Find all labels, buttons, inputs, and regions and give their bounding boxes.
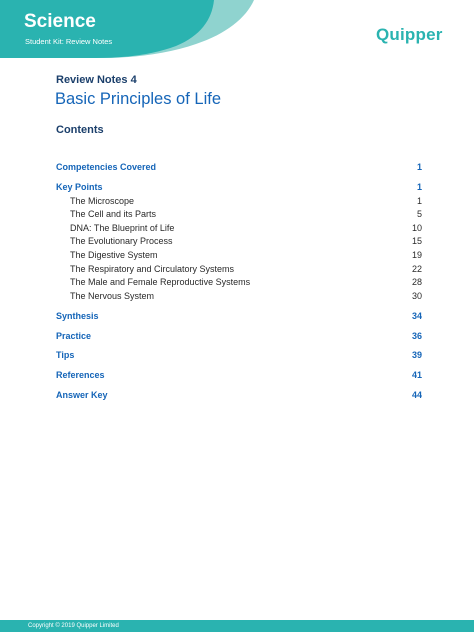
document-title: Basic Principles of Life	[55, 90, 221, 108]
footer-bar	[0, 620, 474, 632]
toc-entry[interactable]	[56, 369, 422, 382]
toc-entry-label: Tips	[56, 350, 75, 360]
kit-subtitle: Student Kit: Review Notes	[25, 37, 113, 46]
toc-entry-label: DNA: The Blueprint of Life	[70, 223, 175, 233]
toc-entry[interactable]	[70, 249, 422, 262]
toc-entry[interactable]	[56, 181, 422, 194]
toc-entry-label: The Evolutionary Process	[70, 236, 173, 246]
toc-entry-page: 10	[411, 223, 422, 233]
toc-entry-page: 15	[411, 236, 422, 246]
toc-entry-label: The Cell and its Parts	[70, 209, 157, 219]
toc-entry-page: 36	[411, 331, 422, 341]
toc-entry-label: The Nervous System	[70, 291, 155, 301]
toc-entry[interactable]	[70, 208, 422, 221]
toc-entry-label: The Male and Female Reproductive Systems	[70, 277, 251, 287]
toc-entry[interactable]	[70, 263, 422, 276]
toc-entry-page: 1	[416, 182, 422, 192]
toc-entry-page: 1	[416, 196, 422, 206]
toc-entry-label: References	[56, 370, 105, 380]
copyright-text: Copyright © 2019 Quipper Limited	[28, 623, 119, 629]
contents-heading: Contents	[56, 124, 104, 136]
toc-entry-page: 19	[411, 250, 422, 260]
toc-entry[interactable]	[56, 161, 422, 174]
toc-entry[interactable]	[70, 290, 422, 303]
toc-entry-label: The Respiratory and Circulatory Systems	[70, 264, 235, 274]
toc-entry[interactable]	[70, 222, 422, 235]
toc-entry[interactable]	[70, 195, 422, 208]
toc-entry-page: 5	[416, 209, 422, 219]
review-notes-label: Review Notes 4	[56, 74, 137, 86]
toc-entry-label: The Digestive System	[70, 250, 158, 260]
header-banner	[0, 0, 474, 60]
subject-title: Science	[24, 11, 96, 32]
toc-entry-page: 1	[416, 162, 422, 172]
toc-entry-page: 41	[411, 370, 422, 380]
toc-entry-page: 22	[411, 264, 422, 274]
toc-entry[interactable]	[56, 330, 422, 343]
toc-entry-label: Practice	[56, 331, 92, 341]
toc-entry[interactable]	[70, 276, 422, 289]
toc-entry-label: Key Points	[56, 182, 103, 192]
quipper-logo: Quipper	[376, 25, 443, 44]
toc-entry-label: Synthesis	[56, 311, 99, 321]
toc-entry-page: 28	[411, 277, 422, 287]
toc-entry-page: 30	[411, 291, 422, 301]
toc-entry[interactable]	[56, 389, 422, 402]
toc-entry-page: 34	[411, 311, 422, 321]
toc-entry[interactable]	[56, 310, 422, 323]
toc-entry[interactable]	[56, 349, 422, 362]
toc-entry-label: Answer Key	[56, 390, 108, 400]
toc-entry-page: 44	[411, 390, 422, 400]
toc-entry-label: The Microscope	[70, 196, 135, 206]
toc-entry[interactable]	[70, 235, 422, 248]
toc-entry-page: 39	[411, 350, 422, 360]
toc-entry-label: Competencies Covered	[56, 162, 157, 172]
